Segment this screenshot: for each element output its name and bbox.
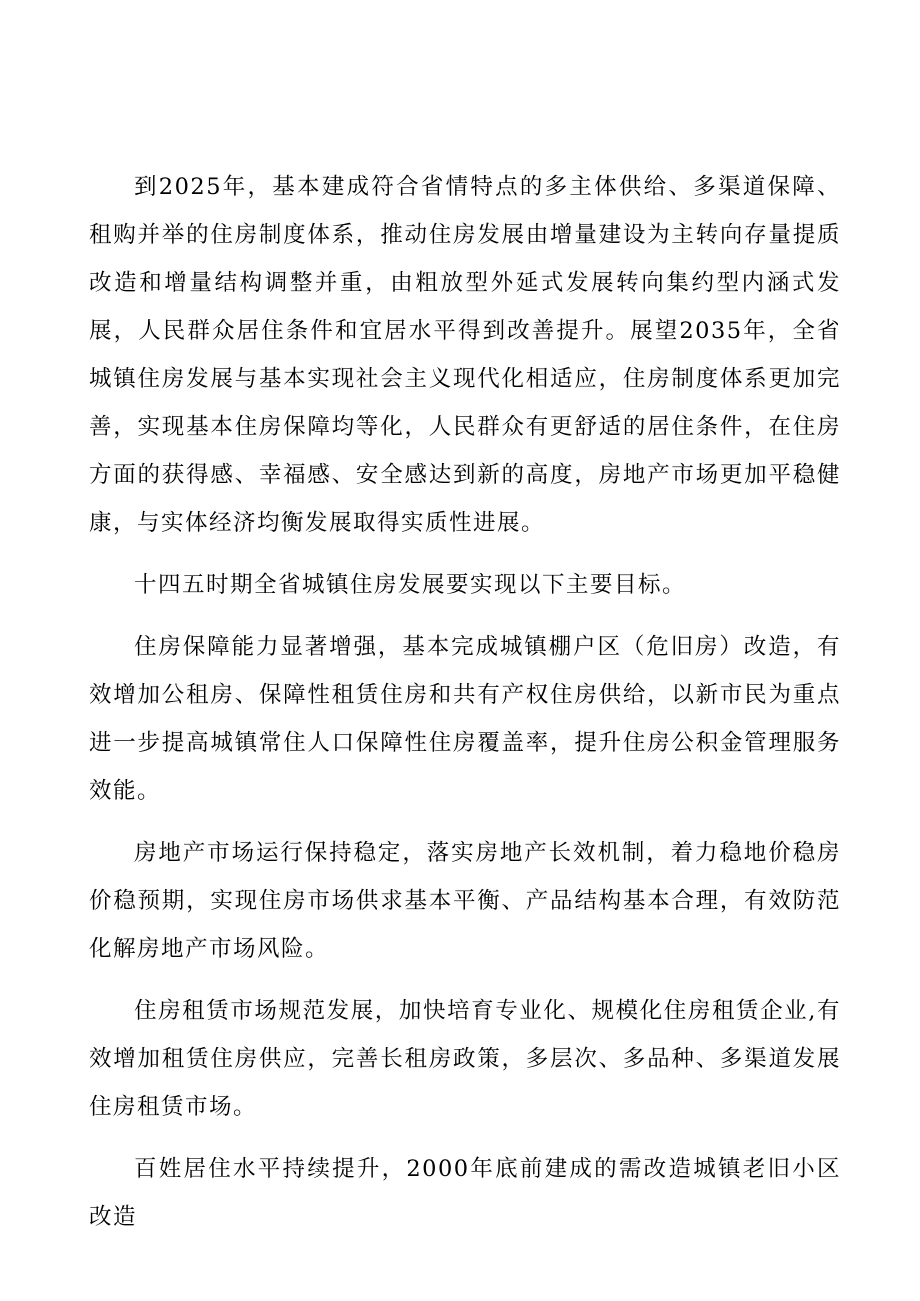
paragraph-rental-market: 住房租赁市场规范发展，加快培育专业化、规模化住房租赁企业,有效增加租赁住房供应，完善长租房政策，多层次、多品种、多渠道发展住房租赁市场。 bbox=[89, 998, 841, 1120]
paragraph-main-targets-intro: 十四五时期全省城镇住房发展要实现以下主要目标。 bbox=[134, 572, 687, 598]
paragraph-real-estate-market: 房地产市场运行保持稳定，落实房地产长效机制，着力稳地价稳房价稳预期，实现住房市场供求基本平衡、产品结构基本合理，有效防范化解房地产市场风险。 bbox=[89, 840, 841, 962]
paragraph-2025-goals: 到2025年，基本建成符合省情特点的多主体供给、多渠道保障、租购并举的住房制度体系，推动住房发展由增量建设为主转向存量提质改造和增量结构调整并重，由粗放型外延式发展转向集约型内涵式发展，人民群众居住条件和宜居水平得到改善提升。展望2035年，全省城镇住房发展与基本实现社会主义现代化相适应，住房制度体系更加完善，实现基本住房保障均等化，人民群众有更舒适的居住条件，在住房方面的获得感、幸福感、安全感达到新的高度，房地产市场更加平稳健康，与实体经济均衡发展取得实质性进展。 bbox=[89, 174, 841, 536]
paragraph-living-standard: 百姓居住水平持续提升，2000年底前建成的需改造城镇老旧小区改造 bbox=[89, 1156, 841, 1230]
document-body bbox=[89, 163, 841, 1241]
paragraph-housing-security: 住房保障能力显著增强，基本完成城镇棚户区（危旧房）改造，有效增加公租房、保障性租赁住房和共有产权住房供给，以新市民为重点进一步提高城镇常住人口保障性住房覆盖率，提升住房公积金管理服务效能。 bbox=[89, 634, 841, 804]
